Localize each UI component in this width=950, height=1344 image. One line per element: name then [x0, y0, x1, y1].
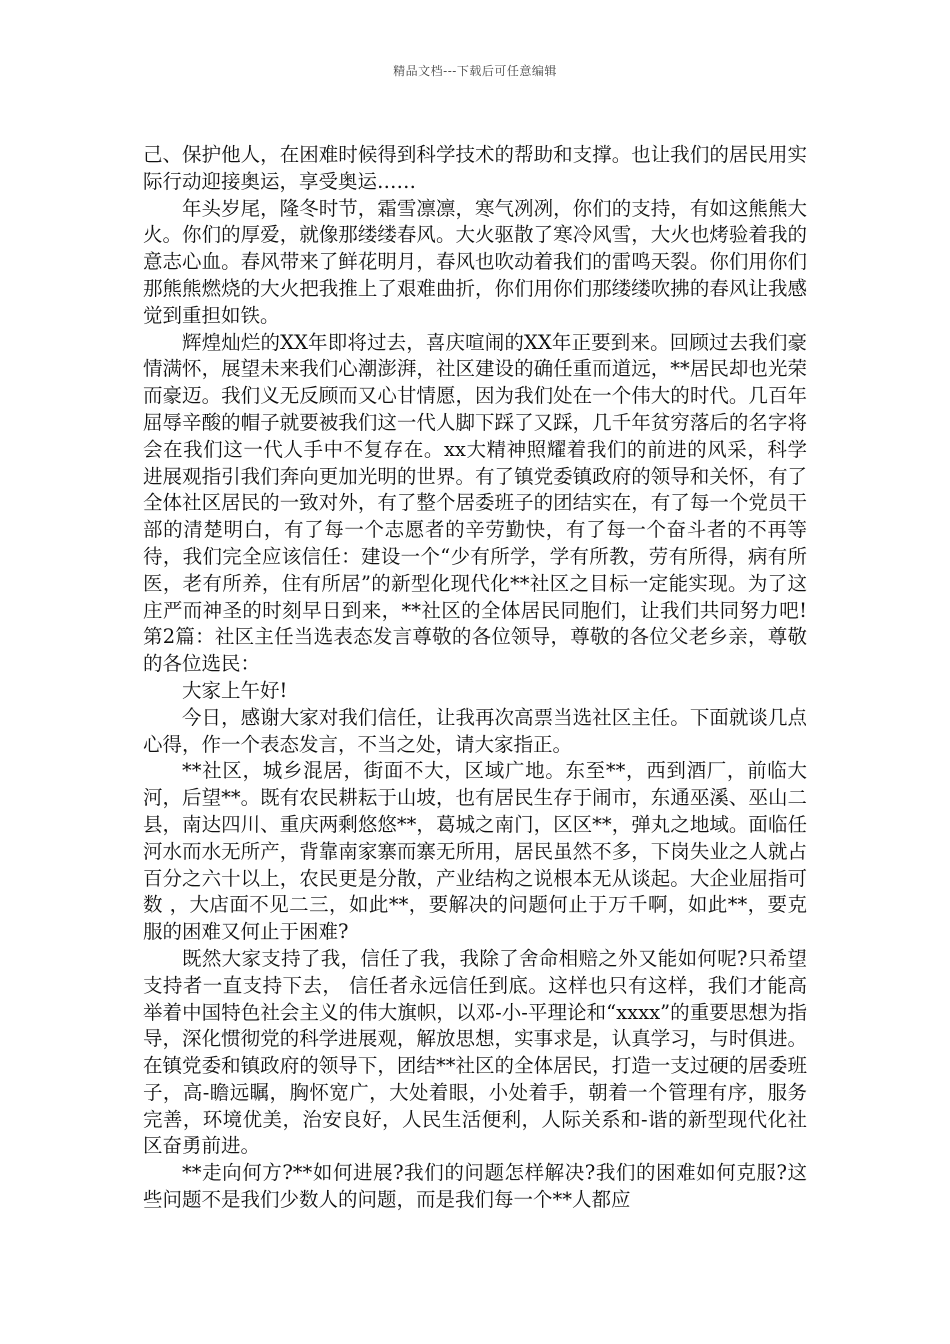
paragraph: 己、保护他人，在困难时候得到科学技术的帮助和支撑。也让我们的居民用实际行动迎接奥运，享受奥运……: [143, 143, 807, 193]
paragraph: **社区，城乡混居，街面不大，区域广地。东至**，西到酒厂，前临大河，后望**。既有农民耕耘于山坡，也有居民生存于闹市，东通巫溪、巫山二县，南达四川、重庆两剩悠悠**，葛城之南门，区区**，弹丸之地域。面临任河水而水无所产，背靠南家寨而寨无所用，居民虽然不多，下岗失业之人就占百分之六十以上，农民更是分散，产业结构之说根本无从谈起。大企业屈指可数 ，大店面不见二三，如此**，要解决的问题何止于万千啊，如此**，要克服的困难又何止于困难?: [143, 759, 807, 944]
paragraph: 辉煌灿烂的XX年即将过去，喜庆喧闹的XX年正要到来。回顾过去我们豪情满怀，展望未来我们心潮澎湃，社区建设的确任重而道远，**居民却也光荣而豪迈。我们义无反顾而又心甘情愿，因为我们处在一个伟大的时代。几百年屈辱辛酸的帽子就要被我们这一代人脚下踩了又踩，几千年贫穷落后的名字将会在我们这一代人手中不复存在。xx大精神照耀着我们的前进的风采，科学进展观指引我们奔向更加光明的世界。有了镇党委镇政府的领导和关怀，有了全体社区居民的一致对外，有了整个居委班子的团结实在，有了每一个党员干部的清楚明白，有了每一个志愿者的辛劳勤快，有了每一个奋斗者的不再等待，我们完全应该信任：建设一个“少有所学，学有所教，劳有所得，病有所医，老有所养，住有所居”的新型化现代化**社区之目标一定能实现。为了这庄严而神圣的时刻早日到来，**社区的全体居民同胞们，让我们共同努力吧!第2篇：社区主任当选表态发言尊敬的各位领导，尊敬的各位父老乡亲，尊敬的各位选民：: [143, 330, 807, 676]
paragraph: 今日，感谢大家对我们信任，让我再次高票当选社区主任。下面就谈几点心得，作一个表态发言，不当之处，请大家指正。: [143, 705, 807, 756]
paragraph: **走向何方?**如何进展?我们的问题怎样解决?我们的困难如何克服?这些问题不是我们少数人的问题，而是我们每一个**人都应: [143, 1161, 807, 1212]
document-body: [143, 142, 807, 1214]
page-header: 精品文档---下载后可任意编辑: [393, 64, 557, 78]
paragraph: 年头岁尾，隆冬时节，霜雪凛凛，寒气冽冽，你们的支持，有如这熊熊大火。你们的厚爱，就像那缕缕春风。大火驱散了寒冷风雪，大火也烤验着我的意志心血。春风带来了鲜花明月，春风也吹动着我们的雷鸣天裂。你们用你们那熊熊燃烧的大火把我推上了艰难曲折，你们用你们那缕缕吹拂的春风让我感觉到重担如铁。: [143, 196, 807, 327]
paragraph: 大家上午好!: [182, 678, 288, 702]
paragraph: 既然大家支持了我，信任了我，我除了舍命相赔之外又能如何呢?只希望支持者一直支持下去， 信任者永远信任到底。这样也只有这样，我们才能高举着中国特色社会主义的伟大旗帜，以邓-小-平理论和“xxxx”的重要思想为指导，深化惯彻党的科学进展观，解放思想，实事求是，认真学习，与时俱进。在镇党委和镇政府的领导下，团结**社区的全体居民，打造一支过硬的居委班子，高-瞻远瞩，胸怀宽广，大处着眼，小处着手，朝着一个管理有序，服务完善，环境优美，治安良好，人民生活便利，人际关系和-谐的新型现代化社区奋勇前进。: [143, 946, 807, 1158]
